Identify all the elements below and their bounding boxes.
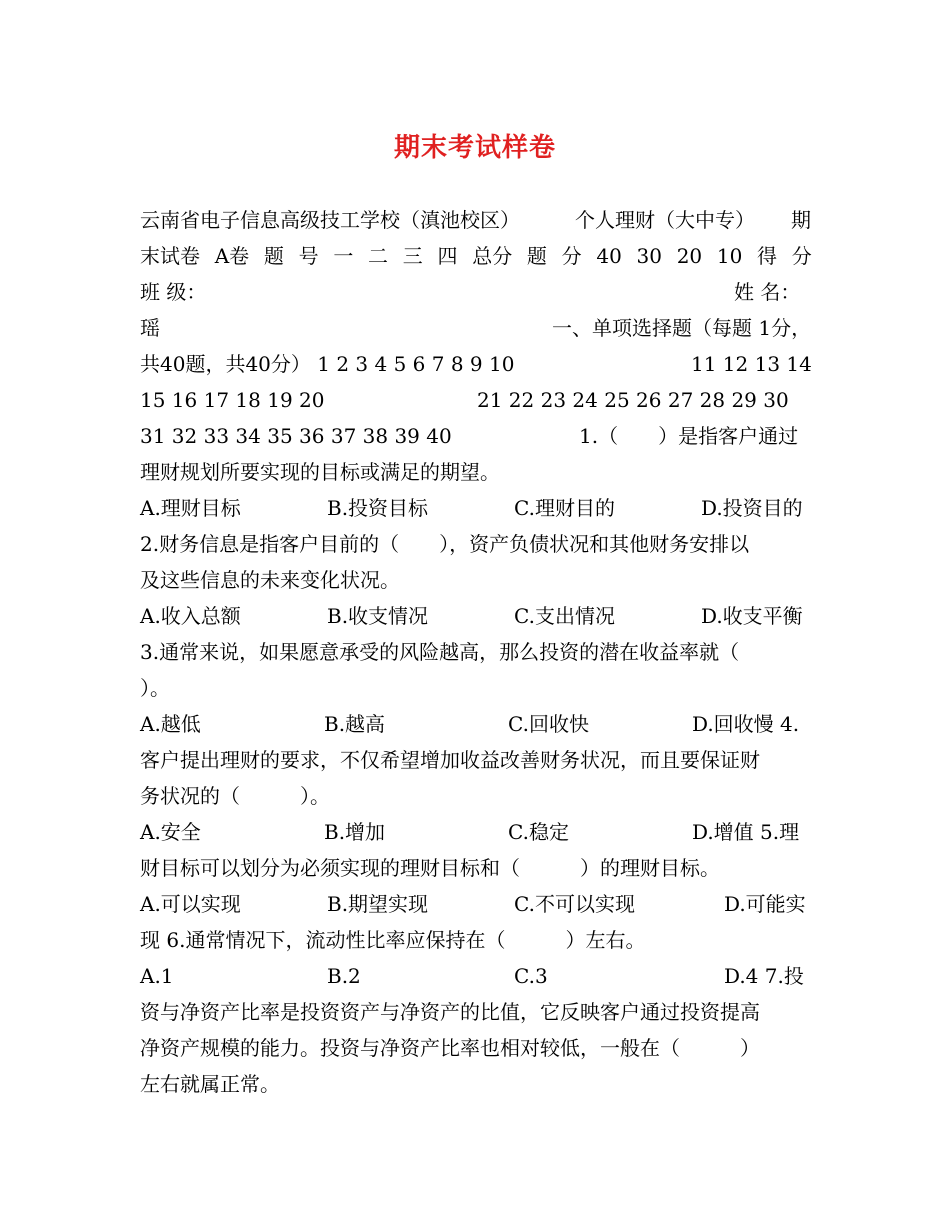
class-label: 班 级： [140, 280, 207, 304]
header-token: 40 [596, 244, 622, 268]
option-c: C.3 [514, 964, 548, 988]
header-token: 分 [561, 244, 582, 268]
option-d: D.可能实 [724, 892, 806, 916]
header-token: 30 [636, 244, 662, 268]
header-line-1 [140, 202, 812, 238]
question-text: 净资产规模的能力。投资与净资产比率也相对较低，一般在（ ） [140, 1036, 760, 1060]
header-line-3 [140, 274, 812, 310]
option-d: D.4 7.投 [724, 964, 804, 988]
answer-grid-numbers: 21 22 23 24 25 26 27 28 29 30 [477, 388, 789, 412]
question-text: 左右就属正常。 [140, 1072, 280, 1096]
answer-options [140, 958, 812, 994]
option-a: A.可以实现 [140, 892, 241, 916]
option-c: C.稳定 [508, 820, 569, 844]
header-line-6 [140, 382, 812, 418]
header-line-7 [140, 418, 812, 454]
question-text: ）。 [140, 676, 170, 700]
course-name: 个人理财（大中专） [575, 208, 755, 232]
answer-options [140, 886, 812, 922]
question-text: 资与净资产比率是投资资产与净资产的比值，它反映客户通过投资提高 [140, 1000, 760, 1024]
header-token: 题 [526, 244, 547, 268]
option-d: D.收支平衡 [701, 604, 803, 628]
header-line-2 [140, 238, 812, 274]
question-text: 务状况的（ ）。 [140, 784, 330, 808]
option-a: A.越低 [140, 712, 201, 736]
header-token: 一 [333, 244, 354, 268]
header-token: 二 [368, 244, 389, 268]
section-heading-cont: 共40题，共40分） 1 2 3 4 5 6 7 8 9 10 [140, 352, 515, 376]
question-text: 现 6.通常情况下，流动性比率应保持在（ ）左右。 [140, 928, 646, 952]
answer-options [140, 598, 812, 634]
header-token: 末试卷 [140, 244, 200, 268]
school-name: 云南省电子信息高级技工学校（滇池校区） [140, 208, 520, 232]
header-token: 题 [263, 244, 284, 268]
option-c: C.回收快 [508, 712, 589, 736]
option-d: D.投资目的 [701, 496, 803, 520]
option-b: B.投资目标 [327, 496, 429, 520]
header-token: 号 [298, 244, 319, 268]
answer-grid-numbers: 11 12 13 14 [691, 352, 812, 376]
question-text: 客户提出理财的要求，不仅希望增加收益改善财务状况，而且要保证财 [140, 748, 760, 772]
option-b: B.2 [327, 964, 361, 988]
option-c: C.理财目的 [514, 496, 615, 520]
header-token: 20 [676, 244, 703, 268]
question-text: 理财规划所要实现的目标或满足的期望。 [140, 460, 500, 484]
header-text: 瑶 [140, 316, 160, 340]
question-text: 财目标可以划分为必须实现的理财目标和（ ）的理财目标。 [140, 856, 720, 880]
header-token: 三 [402, 244, 423, 268]
answer-options [140, 706, 812, 742]
header-token: 四 [437, 244, 458, 268]
page-title: 期末考试样卷 [393, 133, 556, 163]
section-heading: 一、单项选择题（每题 1分， [552, 316, 812, 340]
header-token: 得 [757, 244, 778, 268]
name-label: 姓 名： [734, 280, 801, 304]
option-d: D.增值 5.理 [692, 820, 800, 844]
option-b: B.越高 [324, 712, 386, 736]
header-line-4 [140, 310, 812, 346]
option-c: C.支出情况 [514, 604, 615, 628]
option-a: A.安全 [140, 820, 201, 844]
header-token: A卷 [214, 244, 250, 268]
question-text: 2.财务信息是指客户目前的（ ），资产负债状况和其他财务安排以 [140, 532, 750, 556]
header-text: 期 [791, 208, 811, 232]
answer-options [140, 814, 812, 850]
option-b: B.增加 [324, 820, 386, 844]
option-c: C.不可以实现 [514, 892, 635, 916]
header-line-5 [140, 346, 812, 382]
answer-grid-numbers: 15 16 17 18 19 20 [140, 388, 325, 412]
header-token: 10 [716, 244, 743, 268]
answer-options [140, 490, 812, 526]
option-a: A.1 [140, 964, 174, 988]
option-a: A.理财目标 [140, 496, 241, 520]
question-text: 3.通常来说，如果愿意承受的风险越高，那么投资的潜在收益率就（ [140, 640, 740, 664]
answer-grid-numbers: 31 32 33 34 35 36 37 38 39 40 [140, 424, 452, 448]
option-b: B.期望实现 [327, 892, 429, 916]
question-text: 及这些信息的未来变化状况。 [140, 568, 400, 592]
header-token: 总分 [472, 244, 513, 268]
header-token: 分 [791, 244, 812, 268]
question-text: 1.（ ）是指客户通过 [579, 424, 799, 448]
option-b: B.收支情况 [327, 604, 429, 628]
option-a: A.收入总额 [140, 604, 241, 628]
option-d: D.回收慢 4. [692, 712, 800, 736]
